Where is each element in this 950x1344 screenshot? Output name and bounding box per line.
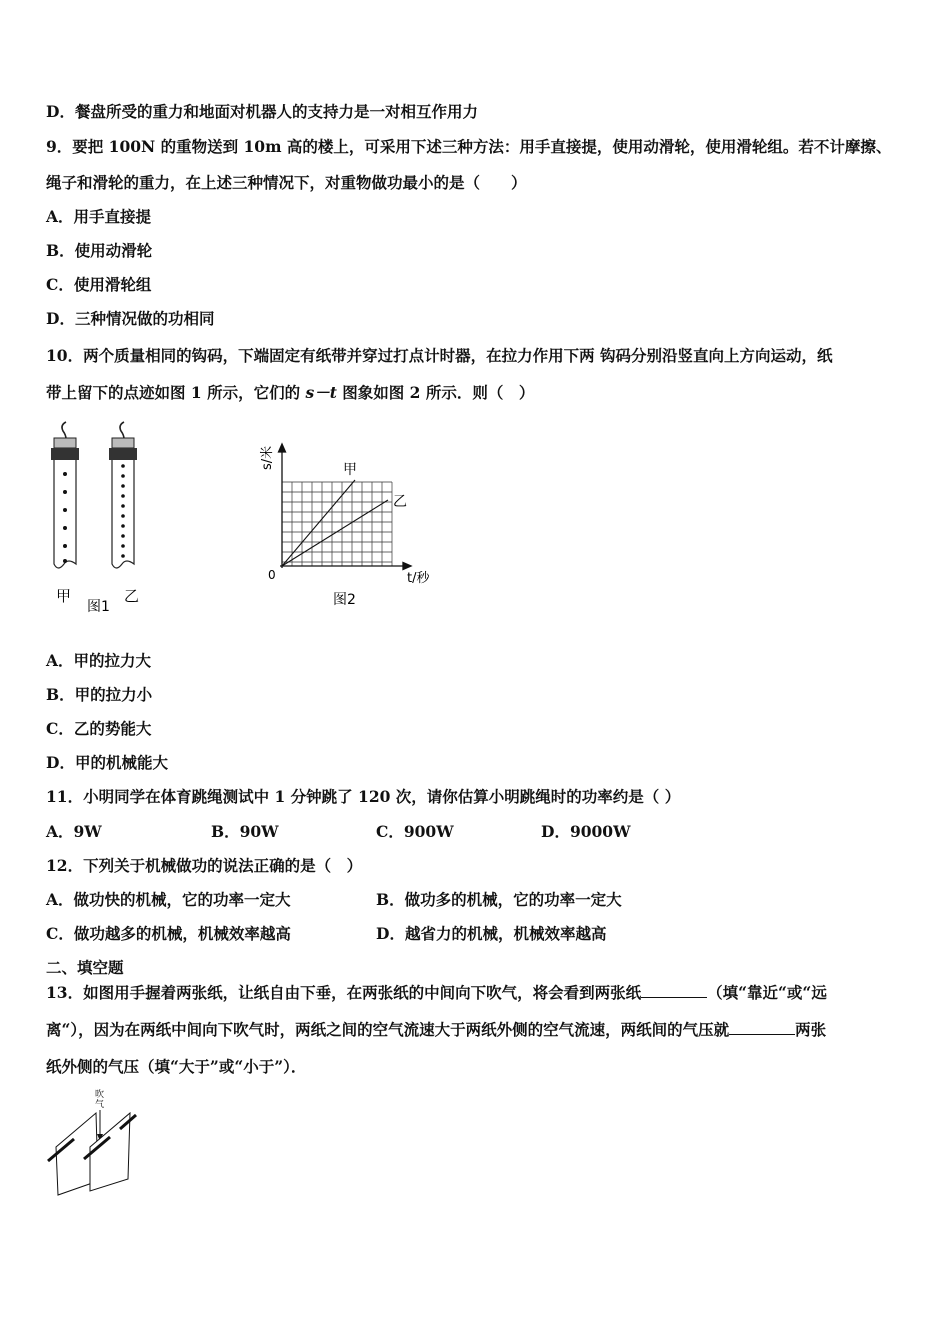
figure1-label-yi: 乙 <box>124 587 140 605</box>
q9-option-d: D．三种情况做的功相同 <box>46 309 215 328</box>
q12-option-d: D．越省力的机械，机械效率越高 <box>376 924 607 943</box>
q9-stem-line1: 9．要把 100N 的重物送到 10m 高的楼上，可采用下述三种方法：用手直接提，使用动滑轮，使用滑轮组。若不计摩擦、 <box>46 137 892 156</box>
line-jia <box>282 480 355 566</box>
tape-right <box>109 422 137 568</box>
q11-stem: 11．小明同学在体育跳绳测试中 1 分钟跳了 120 次，请你估算小明跳绳时的功率约是（ ） <box>46 787 681 806</box>
q8-option-d: D．餐盘所受的重力和地面对机器人的支持力是一对相互作用力 <box>46 102 478 121</box>
q10-option-c: C．乙的势能大 <box>46 719 152 738</box>
q10-figure1 <box>40 418 160 618</box>
q13-line1 <box>46 983 827 1003</box>
q13-line1-a: 13．如图用手握着两张纸，让纸自由下垂，在两张纸的中间向下吹气，将会看到两张纸 <box>46 983 642 1002</box>
q11-option-a: A．9W <box>46 822 102 841</box>
graph-label-jia: 甲 <box>343 462 357 478</box>
figure1-caption: 图1 <box>87 599 110 615</box>
blow-label-3: 气 <box>95 1100 105 1110</box>
q11-option-d: D．9000W <box>541 822 631 841</box>
figure2-caption: 图2 <box>333 592 356 608</box>
graph-label-yi: 乙 <box>393 494 407 510</box>
q12-stem: 12．下列关于机械做功的说法正确的是（ ） <box>46 856 363 875</box>
section-title: 二、填空题 <box>46 958 124 977</box>
graph-grid <box>282 482 392 566</box>
blow-label-1: 吹 <box>95 1090 105 1100</box>
graph-origin: 0 <box>268 568 276 582</box>
q9-option-a: A．用手直接提 <box>46 207 152 226</box>
figure1-label-jia: 甲 <box>56 587 72 605</box>
q10-stem-line2 <box>46 383 534 403</box>
graph-xlabel: t/秒 <box>407 571 430 586</box>
q10-figure2 <box>255 438 445 610</box>
q10-stem-line2-a: 带上留下的点迹如图 1 所示，它们的 <box>46 383 306 402</box>
q13-line2 <box>46 1020 826 1040</box>
q13-figure <box>40 1085 150 1205</box>
q9-option-b: B．使用动滑轮 <box>46 241 153 260</box>
q13-line3: 纸外侧的气压（填“大于”或“小于”）． <box>46 1057 307 1076</box>
q12-option-c: C．做功越多的机械，机械效率越高 <box>46 924 291 943</box>
q10-option-a: A．甲的拉力大 <box>46 651 152 670</box>
q10-stem-line1: 10．两个质量相同的钩码，下端固定有纸带并穿过打点计时器，在拉力作用下两 钩码分别沿竖直向上方向运动，纸 <box>46 346 833 365</box>
q13-line2-b: 两张 <box>795 1020 827 1039</box>
q12-option-a: A．做功快的机械，它的功率一定大 <box>46 890 291 909</box>
graph-ylabel: s/米 <box>260 445 275 470</box>
q11-option-b: B．90W <box>211 822 279 841</box>
q10-stem-line2-b: 图象如图 2 所示．则（ ） <box>336 383 535 402</box>
q11-option-c: C．900W <box>376 822 454 841</box>
q10-st-variable: s－t <box>305 383 337 402</box>
q13-blank-1[interactable] <box>641 983 707 998</box>
q13-blank-2[interactable] <box>729 1020 795 1035</box>
q9-stem-line2: 绳子和滑轮的重力，在上述三种情况下，对重物做功最小的是（ ） <box>46 173 527 192</box>
q9-option-c: C．使用滑轮组 <box>46 275 152 294</box>
q13-line1-b: （填“靠近“或“远 <box>707 983 827 1002</box>
q10-option-b: B．甲的拉力小 <box>46 685 153 704</box>
q12-option-b: B．做功多的机械，它的功率一定大 <box>376 890 622 909</box>
q10-option-d: D．甲的机械能大 <box>46 753 168 772</box>
tape-left <box>51 422 79 568</box>
q13-line2-a: 离“），因为在两纸中间向下吹气时，两纸之间的空气流速大于两纸外侧的空气流速，两纸间的气压就 <box>46 1020 730 1039</box>
